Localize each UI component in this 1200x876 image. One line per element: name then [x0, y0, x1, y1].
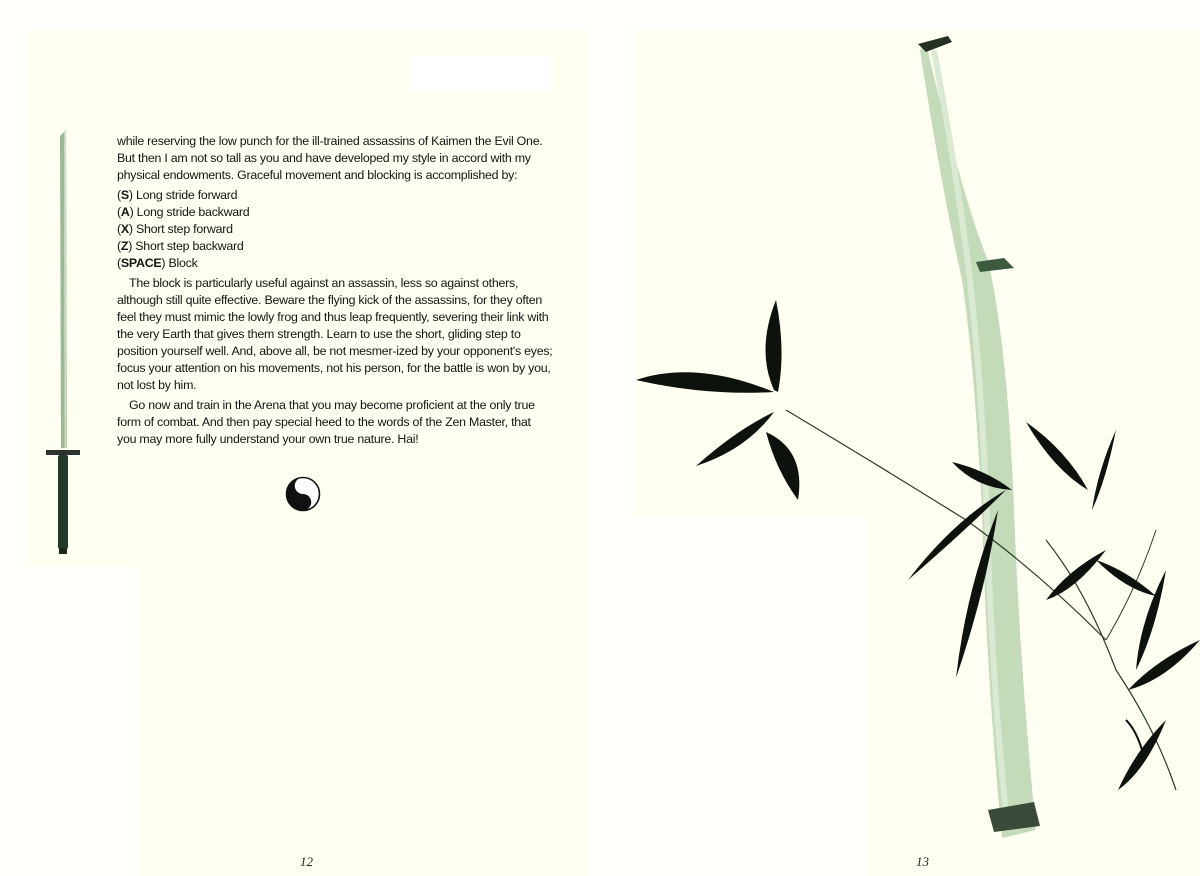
yin-yang-icon: [285, 476, 321, 512]
page-margin-left: [0, 566, 140, 876]
command-item: (X) Short step forward: [117, 222, 233, 236]
closing-paragraph: Go now and train in the Arena that you may become proficient at the only true form of combat. And then pay special heed to the words of the Zen Master, that you may more fully understand your own true nature. Hai!: [117, 398, 535, 446]
intro-paragraph: while reserving the low punch for the ill-trained assassins of Kaimen the Evil One. But then I am not so tall as you and have developed my style in accord with my physical endowments. Graceful movement and blocking is accomplished by:: [117, 134, 543, 182]
page-number-left: 12: [300, 854, 313, 869]
body-text: [117, 133, 553, 451]
command-list: [117, 187, 553, 272]
command-item: (S) Long stride forward: [117, 188, 238, 202]
block-paragraph: The block is particularly useful against an assassin, less so against others, although still quite effective. Beware the flying kick of the assassins, for they often feel they must mimic the lowly frog and thus leap frequently, severing their link with the very Earth that gives them strength. Learn to use the short, gliding step to position yourself well. And, above all, be not mesmer-ized by your opponent's eyes; focus your attention on his movements, not his person, for the battle is won by you, not lost by him.: [117, 276, 553, 392]
command-item: (A) Long stride backward: [117, 205, 250, 219]
command-item: (SPACE) Block: [117, 256, 198, 270]
katana-icon: [40, 128, 90, 558]
bamboo-illustration: [636, 30, 1200, 850]
page-tab-mark: [410, 56, 550, 92]
page-number-right: 13: [916, 854, 929, 869]
command-item: (Z) Short step backward: [117, 239, 244, 253]
